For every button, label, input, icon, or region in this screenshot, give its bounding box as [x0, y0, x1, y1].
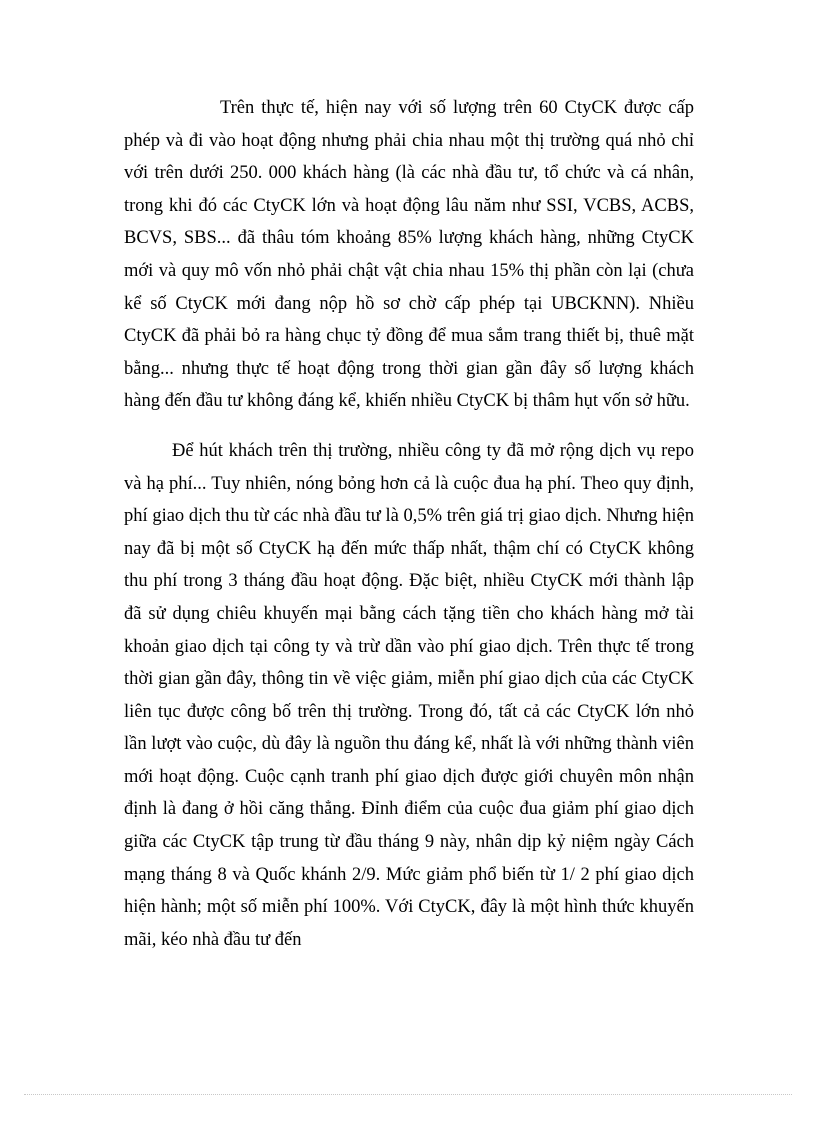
paragraph-market-overview: Trên thực tế, hiện nay với số lượng trên 60 CtyCK được cấp phép và đi vào hoạt động nhưng phải chia nhau một thị trường quá nhỏ chỉ với trên dưới 250. 000 khách hàng (là các nhà đầu tư, tổ chức và cá nhân, trong khi đó các CtyCK lớn và hoạt động lâu năm như SSI, VCBS, ACBS, BCVS, SBS... đã thâu tóm khoảng 85% lượng khách hàng, những CtyCK mới và quy mô vốn nhỏ phải chật vật chia nhau 15% thị phần còn lại (chưa kể số CtyCK mới đang nộp hồ sơ chờ cấp phép tại UBCKNN). Nhiều CtyCK đã phải bỏ ra hàng chục tỷ đồng để mua sắm trang thiết bị, thuê mặt bằng... nhưng thực tế hoạt động trong thời gian gần đây số lượng khách hàng đến đầu tư không đáng kể, khiến nhiều CtyCK bị thâm hụt vốn sở hữu. — [124, 98, 694, 412]
document-body — [124, 92, 694, 956]
page-bottom-divider — [24, 1094, 792, 1095]
paragraph-fee-competition: Để hút khách trên thị trường, nhiều công ty đã mở rộng dịch vụ repo và hạ phí... Tuy nhiên, nóng bỏng hơn cả là cuộc đua hạ phí. Theo quy định, phí giao dịch thu từ các nhà đầu tư là 0,5% trên giá trị giao dịch. Nhưng hiện nay đã bị một số CtyCK hạ đến mức thấp nhất, thậm chí có CtyCK không thu phí trong 3 tháng đầu hoạt động. Đặc biệt, nhiều CtyCK mới thành lập đã sử dụng chiêu khuyến mại bằng cách tặng tiền cho khách hàng mở tài khoản giao dịch tại công ty và trừ dần vào phí giao dịch. Trên thực tế trong thời gian gần đây, thông tin về việc giảm, miễn phí giao dịch của các CtyCK liên tục được công bố trên thị trường. Trong đó, tất cả các CtyCK lớn nhỏ lần lượt vào cuộc, dù đây là nguồn thu đáng kể, nhất là với những thành viên mới hoạt động. Cuộc cạnh tranh phí giao dịch được giới chuyên môn nhận định là đang ở hồi căng thẳng. Đỉnh điểm của cuộc đua giảm phí giao dịch giữa các CtyCK tập trung từ đầu tháng 9 này, nhân dịp kỷ niệm ngày Cách mạng tháng 8 và Quốc khánh 2/9. Mức giảm phổ biến từ 1/ 2 phí giao dịch hiện hành; một số miễn phí 100%. Với CtyCK, đây là một hình thức khuyến mãi, kéo nhà đầu tư đến — [124, 440, 694, 950]
